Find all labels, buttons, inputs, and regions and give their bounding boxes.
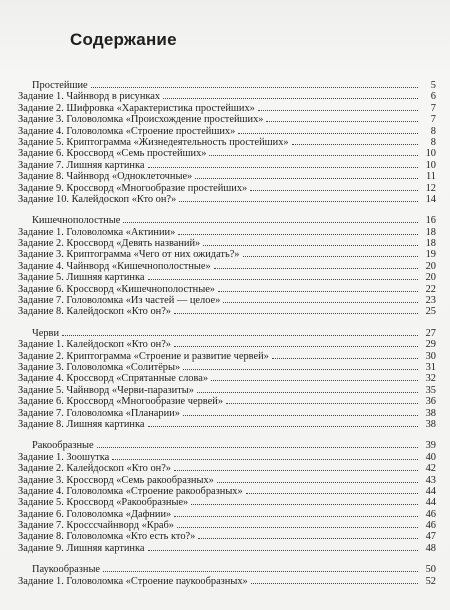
entry-title: Задание 8. Головоломка «Кто есть кто?» [18, 531, 196, 543]
dot-leader [246, 493, 418, 494]
dot-leader [112, 459, 418, 460]
dot-leader [250, 190, 418, 191]
page-number: 38 [425, 407, 436, 419]
entry-title: Задание 6. Кроссворд «Многообразие червей» [18, 396, 224, 408]
page-number: 50 [425, 564, 436, 576]
entry-title: Задание 7. Кросссчайнворд «Краб» [18, 520, 174, 532]
dot-leader [163, 98, 418, 99]
toc-entry [18, 339, 436, 350]
table-of-contents [18, 80, 436, 587]
entry-title: Задание 4. Головоломка «Строение простейших» [18, 125, 236, 137]
toc-entry [18, 362, 436, 373]
page-number: 8 [430, 125, 436, 137]
dot-leader [191, 504, 418, 505]
toc-entry [18, 183, 436, 194]
dot-leader [62, 335, 418, 336]
page-number: 44 [425, 485, 436, 497]
section-title: Кишечнополостные [32, 215, 121, 227]
toc-entry [18, 137, 436, 148]
dot-leader [218, 291, 418, 292]
toc-section [18, 440, 436, 554]
page-number: 27 [425, 327, 436, 339]
dot-leader [195, 178, 418, 179]
toc-entry [18, 103, 436, 114]
entry-title: Задание 3. Кроссворд «Семь ракообразных» [18, 474, 214, 486]
toc-entry [18, 509, 436, 520]
dot-leader [183, 415, 418, 416]
toc-entry [18, 351, 436, 362]
entry-title: Задание 4. Головоломка «Строение ракообразных» [18, 485, 243, 497]
toc-entry [18, 408, 436, 419]
dot-leader [174, 516, 418, 517]
toc-entry [18, 419, 436, 430]
toc-entry [18, 475, 436, 486]
entry-title: Задание 8. Калейдоскоп «Кто он?» [18, 306, 172, 318]
entry-title: Задание 8. Лишняя картинка [18, 418, 145, 430]
entry-title: Задание 2. Калейдоскоп «Кто он?» [18, 463, 172, 475]
page-number: 18 [425, 226, 436, 238]
page-number: 44 [425, 497, 436, 509]
toc-entry [18, 171, 436, 182]
dot-leader [292, 144, 418, 145]
toc-section [18, 80, 436, 205]
entry-title: Задание 2. Криптограмма «Строение и развитие червей» [18, 350, 269, 362]
dot-leader [226, 403, 418, 404]
entry-title: Задание 6. Кроссворд «Кишечнополостные» [18, 283, 215, 295]
dot-leader [203, 245, 418, 246]
page-number: 43 [425, 474, 436, 486]
entry-title: Задание 5. Криптограмма «Жизнедеятельность простейших» [18, 136, 289, 148]
entry-title: Задание 6. Кроссворд «Семь простейших» [18, 148, 207, 160]
entry-title: Задание 10. Калейдоскоп «Кто он?» [18, 193, 177, 205]
entry-title: Задание 2. Шифровка «Характеристика простейших» [18, 102, 255, 114]
dot-leader [103, 571, 418, 572]
page-number: 10 [425, 159, 436, 171]
dot-leader [178, 234, 418, 235]
page-number: 31 [425, 361, 436, 373]
page-number: 5 [430, 80, 436, 91]
page-number: 14 [425, 193, 436, 205]
page-number: 16 [425, 215, 436, 227]
dot-leader [174, 313, 418, 314]
page-number: 11 [425, 171, 436, 183]
dot-leader [251, 583, 418, 584]
toc-entry [18, 452, 436, 463]
page-number: 22 [425, 283, 436, 295]
dot-leader [148, 279, 419, 280]
entry-title: Задание 5. Кроссворд «Ракообразные» [18, 497, 189, 509]
dot-leader [197, 392, 418, 393]
toc-entry [18, 306, 436, 317]
entry-title: Задание 9. Лишняя картинка [18, 542, 145, 554]
page-number: 7 [430, 102, 436, 114]
dot-leader [174, 470, 418, 471]
section-title: Паукообразные [32, 564, 101, 576]
toc-entry [18, 227, 436, 238]
dot-leader [223, 302, 418, 303]
page-title: Содержание [70, 30, 177, 49]
page-number: 42 [425, 463, 436, 475]
toc-entry [18, 126, 436, 137]
toc-entry [18, 91, 436, 102]
entry-title: Задание 1. Головоломка «Актинии» [18, 226, 176, 238]
entry-title: Задание 5. Чайнворд «Черви-паразиты» [18, 384, 194, 396]
toc-section [18, 215, 436, 318]
section-title: Ракообразные [32, 440, 94, 452]
page-number: 30 [425, 350, 436, 362]
toc-entry [18, 576, 436, 587]
page-number: 8 [430, 136, 436, 148]
page-number: 20 [425, 272, 436, 284]
section-heading [18, 328, 436, 339]
page-number: 6 [430, 91, 436, 103]
entry-title: Задание 4. Кроссворд «Спрятанные слова» [18, 373, 209, 385]
dot-leader [97, 447, 418, 448]
entry-title: Задание 1. Зоошутка [18, 451, 110, 463]
page-number: 29 [425, 339, 436, 351]
entry-title: Задание 6. Головоломка «Дафнии» [18, 508, 172, 520]
toc-entry [18, 520, 436, 531]
entry-title: Задание 7. Лишняя картинка [18, 159, 145, 171]
page-number: 10 [425, 148, 436, 160]
dot-leader [272, 358, 418, 359]
entry-title: Задание 3. Криптограмма «Чего от них ожидать?» [18, 249, 240, 261]
page-number: 38 [425, 418, 436, 430]
page-number: 25 [425, 306, 436, 318]
toc-section [18, 564, 436, 587]
page-number: 48 [425, 542, 436, 554]
page-number: 23 [425, 295, 436, 307]
toc-entry [18, 238, 436, 249]
dot-leader [266, 121, 418, 122]
dot-leader [148, 426, 419, 427]
toc-entry [18, 385, 436, 396]
toc-entry [18, 249, 436, 260]
dot-leader [177, 527, 418, 528]
section-title: Черви [32, 327, 60, 339]
toc-entry [18, 272, 436, 283]
dot-leader [211, 380, 418, 381]
toc-entry [18, 463, 436, 474]
dot-leader [183, 369, 418, 370]
dot-leader [243, 256, 419, 257]
section-heading [18, 215, 436, 226]
toc-entry [18, 114, 436, 125]
dot-leader [148, 167, 419, 168]
entry-title: Задание 4. Чайнворд «Кишечнополостные» [18, 260, 211, 272]
dot-leader [217, 482, 418, 483]
page-number: 7 [430, 114, 436, 126]
dot-leader [179, 201, 418, 202]
toc-entry [18, 194, 436, 205]
page-number: 47 [425, 531, 436, 543]
page-number: 12 [425, 182, 436, 194]
dot-leader [91, 87, 418, 88]
toc-entry [18, 284, 436, 295]
section-heading [18, 564, 436, 575]
page-number: 19 [425, 249, 436, 261]
page-number: 46 [425, 508, 436, 520]
entry-title: Задание 5. Лишняя картинка [18, 272, 145, 284]
toc-entry [18, 295, 436, 306]
toc-entry [18, 396, 436, 407]
entry-title: Задание 9. Кроссворд «Многообразие простейших» [18, 182, 248, 194]
entry-title: Задание 7. Головоломка «Из частей — целое» [18, 295, 221, 307]
page-number: 35 [425, 384, 436, 396]
dot-leader [123, 222, 418, 223]
entry-title: Задание 2. Кроссворд «Девять названий» [18, 238, 201, 250]
toc-entry [18, 160, 436, 171]
entry-title: Задание 3. Головоломка «Происхождение простейших» [18, 114, 264, 126]
section-heading [18, 80, 436, 91]
dot-leader [238, 133, 418, 134]
entry-title: Задание 7. Головоломка «Планарии» [18, 407, 180, 419]
toc-entry [18, 543, 436, 554]
page-number: 52 [425, 575, 436, 587]
dot-leader [214, 268, 418, 269]
dot-leader [198, 538, 418, 539]
dot-leader [258, 110, 418, 111]
page-number: 39 [425, 440, 436, 452]
entry-title: Задание 8. Чайнворд «Одноклеточные» [18, 171, 193, 183]
page-number: 32 [425, 373, 436, 385]
page-number: 18 [425, 238, 436, 250]
dot-leader [209, 155, 418, 156]
dot-leader [148, 550, 419, 551]
toc-entry [18, 148, 436, 159]
section-title: Простейшие [32, 80, 88, 91]
page-number: 36 [425, 396, 436, 408]
entry-title: Задание 1. Калейдоскоп «Кто он?» [18, 339, 172, 351]
toc-entry [18, 497, 436, 508]
toc-entry [18, 261, 436, 272]
dot-leader [174, 346, 418, 347]
entry-title: Задание 3. Головоломка «Солитёры» [18, 361, 181, 373]
page-number: 40 [425, 451, 436, 463]
section-heading [18, 440, 436, 451]
toc-section [18, 328, 436, 431]
toc-entry [18, 531, 436, 542]
page-number: 20 [425, 260, 436, 272]
entry-title: Задание 1. Чайнворд в рисунках [18, 91, 161, 103]
toc-entry [18, 486, 436, 497]
entry-title: Задание 1. Головоломка «Строение паукообразных» [18, 575, 248, 587]
page-number: 46 [425, 520, 436, 532]
toc-entry [18, 373, 436, 384]
